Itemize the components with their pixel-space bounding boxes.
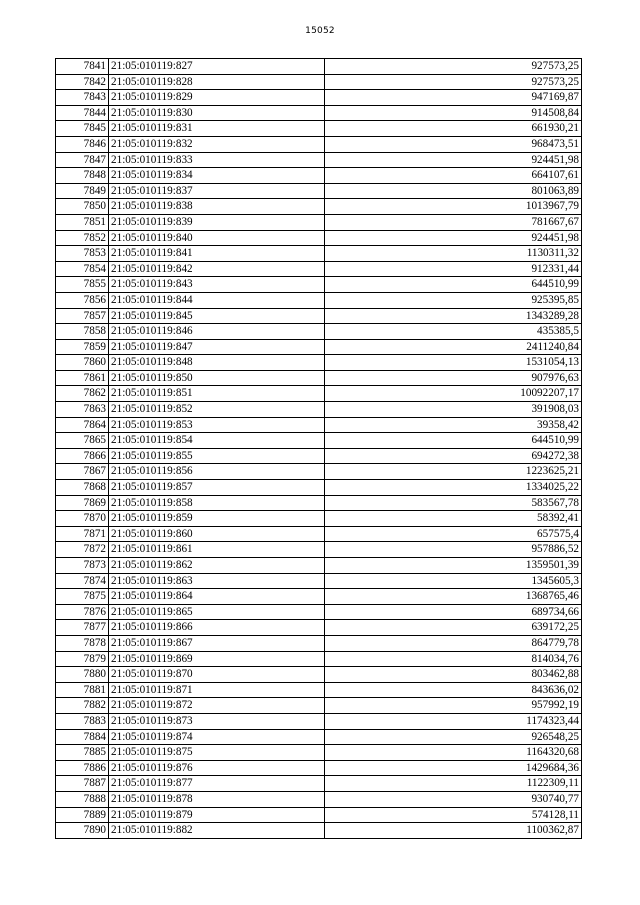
- cadastral-value-cell: 10092207,17: [325, 386, 582, 402]
- row-number-cell: 7880: [56, 667, 109, 683]
- cadastral-number-cell: 21:05:010119:882: [109, 823, 325, 839]
- cadastral-value-cell: 689734,66: [325, 604, 582, 620]
- cadastral-value-cell: 39358,42: [325, 417, 582, 433]
- row-number-cell: 7857: [56, 308, 109, 324]
- cadastral-value-cell: 912331,44: [325, 261, 582, 277]
- table-row: [56, 760, 582, 776]
- cadastral-number-cell: 21:05:010119:840: [109, 230, 325, 246]
- row-number-cell: 7871: [56, 526, 109, 542]
- cadastral-value-cell: 1130311,32: [325, 246, 582, 262]
- cadastral-number-cell: 21:05:010119:855: [109, 448, 325, 464]
- table-row: [56, 121, 582, 137]
- table-row: [56, 480, 582, 496]
- row-number-cell: 7889: [56, 807, 109, 823]
- cadastral-value-cell: 1122309,11: [325, 776, 582, 792]
- table-row: [56, 667, 582, 683]
- cadastral-value-cell: 1368765,46: [325, 589, 582, 605]
- table-row: [56, 791, 582, 807]
- row-number-cell: 7852: [56, 230, 109, 246]
- row-number-cell: 7873: [56, 558, 109, 574]
- table-row: [56, 776, 582, 792]
- cadastral-number-cell: 21:05:010119:832: [109, 136, 325, 152]
- cadastral-number-cell: 21:05:010119:842: [109, 261, 325, 277]
- cadastral-value-cell: 1100362,87: [325, 823, 582, 839]
- cadastral-number-cell: 21:05:010119:850: [109, 370, 325, 386]
- cadastral-value-cell: 58392,41: [325, 511, 582, 527]
- table-row: [56, 214, 582, 230]
- cadastral-number-cell: 21:05:010119:843: [109, 277, 325, 293]
- table-row: [56, 433, 582, 449]
- cadastral-value-cell: 644510,99: [325, 277, 582, 293]
- cadastral-value-cell: 968473,51: [325, 136, 582, 152]
- table-row: [56, 370, 582, 386]
- cadastral-value-cell: 926548,25: [325, 729, 582, 745]
- cadastral-value-cell: 664107,61: [325, 168, 582, 184]
- table-row: [56, 807, 582, 823]
- cadastral-number-cell: 21:05:010119:851: [109, 386, 325, 402]
- row-number-cell: 7849: [56, 183, 109, 199]
- cadastral-value-cell: 657575,4: [325, 526, 582, 542]
- cadastral-value-cell: 925395,85: [325, 292, 582, 308]
- cadastral-number-cell: 21:05:010119:841: [109, 246, 325, 262]
- table-row: [56, 682, 582, 698]
- row-number-cell: 7844: [56, 105, 109, 121]
- table-row: [56, 402, 582, 418]
- row-number-cell: 7867: [56, 464, 109, 480]
- table-row: [56, 604, 582, 620]
- table-row: [56, 292, 582, 308]
- cadastral-number-cell: 21:05:010119:867: [109, 635, 325, 651]
- table-row: [56, 464, 582, 480]
- table-row: [56, 635, 582, 651]
- cadastral-value-cell: 435385,5: [325, 324, 582, 340]
- cadastral-number-cell: 21:05:010119:833: [109, 152, 325, 168]
- row-number-cell: 7862: [56, 386, 109, 402]
- table-row: [56, 713, 582, 729]
- cadastral-value-cell: 1359501,39: [325, 558, 582, 574]
- table-row: [56, 620, 582, 636]
- cadastral-value-cell: 1343289,28: [325, 308, 582, 324]
- cadastral-value-cell: 1334025,22: [325, 480, 582, 496]
- row-number-cell: 7861: [56, 370, 109, 386]
- cadastral-number-cell: 21:05:010119:844: [109, 292, 325, 308]
- cadastral-number-cell: 21:05:010119:865: [109, 604, 325, 620]
- table-row: [56, 199, 582, 215]
- cadastral-value-cell: 907976,63: [325, 370, 582, 386]
- table-row: [56, 355, 582, 371]
- row-number-cell: 7848: [56, 168, 109, 184]
- row-number-cell: 7878: [56, 635, 109, 651]
- cadastral-number-cell: 21:05:010119:847: [109, 339, 325, 355]
- cadastral-number-cell: 21:05:010119:856: [109, 464, 325, 480]
- cadastral-number-cell: 21:05:010119:827: [109, 59, 325, 75]
- table-row: [56, 277, 582, 293]
- cadastral-number-cell: 21:05:010119:831: [109, 121, 325, 137]
- row-number-cell: 7876: [56, 604, 109, 620]
- cadastral-number-cell: 21:05:010119:863: [109, 573, 325, 589]
- table-row: [56, 573, 582, 589]
- cadastral-number-cell: 21:05:010119:853: [109, 417, 325, 433]
- row-number-cell: 7881: [56, 682, 109, 698]
- cadastral-value-cell: 924451,98: [325, 152, 582, 168]
- row-number-cell: 7887: [56, 776, 109, 792]
- row-number-cell: 7875: [56, 589, 109, 605]
- cadastral-number-cell: 21:05:010119:864: [109, 589, 325, 605]
- row-number-cell: 7882: [56, 698, 109, 714]
- cadastral-value-cell: 814034,76: [325, 651, 582, 667]
- table-row: [56, 526, 582, 542]
- table-row: [56, 230, 582, 246]
- cadastral-number-cell: 21:05:010119:875: [109, 745, 325, 761]
- cadastral-number-cell: 21:05:010119:877: [109, 776, 325, 792]
- cadastral-value-cell: 843636,02: [325, 682, 582, 698]
- cadastral-value-cell: 1429684,36: [325, 760, 582, 776]
- cadastral-value-cell: 781667,67: [325, 214, 582, 230]
- cadastral-value-cell: 694272,38: [325, 448, 582, 464]
- row-number-cell: 7883: [56, 713, 109, 729]
- cadastral-number-cell: 21:05:010119:829: [109, 90, 325, 106]
- table-row: [56, 417, 582, 433]
- row-number-cell: 7860: [56, 355, 109, 371]
- table-row: [56, 698, 582, 714]
- cadastral-number-cell: 21:05:010119:858: [109, 495, 325, 511]
- table-row: [56, 495, 582, 511]
- row-number-cell: 7846: [56, 136, 109, 152]
- table-row: [56, 745, 582, 761]
- row-number-cell: 7855: [56, 277, 109, 293]
- row-number-cell: 7842: [56, 74, 109, 90]
- cadastral-number-cell: 21:05:010119:866: [109, 620, 325, 636]
- cadastral-number-cell: 21:05:010119:861: [109, 542, 325, 558]
- cadastral-value-cell: 957886,52: [325, 542, 582, 558]
- cadastral-value-cell: 1174323,44: [325, 713, 582, 729]
- cadastral-value-cell: 927573,25: [325, 74, 582, 90]
- table-row: [56, 589, 582, 605]
- cadastral-number-cell: 21:05:010119:834: [109, 168, 325, 184]
- row-number-cell: 7864: [56, 417, 109, 433]
- table-row: [56, 246, 582, 262]
- cadastral-number-cell: 21:05:010119:828: [109, 74, 325, 90]
- row-number-cell: 7868: [56, 480, 109, 496]
- row-number-cell: 7859: [56, 339, 109, 355]
- table-row: [56, 152, 582, 168]
- cadastral-value-cell: 1164320,68: [325, 745, 582, 761]
- table-row: [56, 308, 582, 324]
- row-number-cell: 7865: [56, 433, 109, 449]
- table-row: [56, 105, 582, 121]
- cadastral-number-cell: 21:05:010119:854: [109, 433, 325, 449]
- row-number-cell: 7843: [56, 90, 109, 106]
- cadastral-number-cell: 21:05:010119:837: [109, 183, 325, 199]
- cadastral-value-cell: 1223625,21: [325, 464, 582, 480]
- table-row: [56, 729, 582, 745]
- cadastral-number-cell: 21:05:010119:848: [109, 355, 325, 371]
- table-row: [56, 261, 582, 277]
- row-number-cell: 7884: [56, 729, 109, 745]
- table-body: [56, 59, 582, 839]
- table-row: [56, 542, 582, 558]
- cadastral-number-cell: 21:05:010119:874: [109, 729, 325, 745]
- cadastral-number-cell: 21:05:010119:838: [109, 199, 325, 215]
- row-number-cell: 7885: [56, 745, 109, 761]
- row-number-cell: 7853: [56, 246, 109, 262]
- cadastral-value-cell: 930740,77: [325, 791, 582, 807]
- table-row: [56, 136, 582, 152]
- cadastral-number-cell: 21:05:010119:852: [109, 402, 325, 418]
- table-row: [56, 386, 582, 402]
- row-number-cell: 7874: [56, 573, 109, 589]
- table-row: [56, 324, 582, 340]
- cadastral-number-cell: 21:05:010119:872: [109, 698, 325, 714]
- cadastral-number-cell: 21:05:010119:846: [109, 324, 325, 340]
- table-row: [56, 183, 582, 199]
- cadastral-value-cell: 1345605,3: [325, 573, 582, 589]
- cadastral-number-cell: 21:05:010119:839: [109, 214, 325, 230]
- table-row: [56, 823, 582, 839]
- cadastral-value-cell: 957992,19: [325, 698, 582, 714]
- cadastral-value-cell: 803462,88: [325, 667, 582, 683]
- table-row: [56, 90, 582, 106]
- table-row: [56, 59, 582, 75]
- cadastral-value-cell: 661930,21: [325, 121, 582, 137]
- cadastral-value-table: [55, 58, 582, 839]
- cadastral-number-cell: 21:05:010119:871: [109, 682, 325, 698]
- cadastral-number-cell: 21:05:010119:873: [109, 713, 325, 729]
- row-number-cell: 7877: [56, 620, 109, 636]
- cadastral-number-cell: 21:05:010119:869: [109, 651, 325, 667]
- row-number-cell: 7863: [56, 402, 109, 418]
- cadastral-value-cell: 583567,78: [325, 495, 582, 511]
- table-row: [56, 558, 582, 574]
- table-row: [56, 168, 582, 184]
- cadastral-value-cell: 864779,78: [325, 635, 582, 651]
- cadastral-number-cell: 21:05:010119:878: [109, 791, 325, 807]
- cadastral-number-cell: 21:05:010119:830: [109, 105, 325, 121]
- cadastral-value-cell: 2411240,84: [325, 339, 582, 355]
- cadastral-number-cell: 21:05:010119:862: [109, 558, 325, 574]
- row-number-cell: 7856: [56, 292, 109, 308]
- row-number-cell: 7847: [56, 152, 109, 168]
- page-number: 15052: [305, 26, 335, 36]
- cadastral-value-cell: 927573,25: [325, 59, 582, 75]
- cadastral-value-cell: 1531054,13: [325, 355, 582, 371]
- row-number-cell: 7845: [56, 121, 109, 137]
- row-number-cell: 7866: [56, 448, 109, 464]
- cadastral-value-cell: 391908,03: [325, 402, 582, 418]
- cadastral-number-cell: 21:05:010119:859: [109, 511, 325, 527]
- cadastral-number-cell: 21:05:010119:860: [109, 526, 325, 542]
- table-row: [56, 651, 582, 667]
- row-number-cell: 7858: [56, 324, 109, 340]
- cadastral-number-cell: 21:05:010119:845: [109, 308, 325, 324]
- table-row: [56, 339, 582, 355]
- row-number-cell: 7870: [56, 511, 109, 527]
- row-number-cell: 7850: [56, 199, 109, 215]
- cadastral-value-cell: 947169,87: [325, 90, 582, 106]
- row-number-cell: 7851: [56, 214, 109, 230]
- cadastral-value-cell: 644510,99: [325, 433, 582, 449]
- row-number-cell: 7888: [56, 791, 109, 807]
- cadastral-number-cell: 21:05:010119:876: [109, 760, 325, 776]
- row-number-cell: 7879: [56, 651, 109, 667]
- table-row: [56, 74, 582, 90]
- cadastral-value-cell: 574128,11: [325, 807, 582, 823]
- row-number-cell: 7869: [56, 495, 109, 511]
- row-number-cell: 7854: [56, 261, 109, 277]
- row-number-cell: 7841: [56, 59, 109, 75]
- row-number-cell: 7872: [56, 542, 109, 558]
- cadastral-value-cell: 639172,25: [325, 620, 582, 636]
- cadastral-number-cell: 21:05:010119:879: [109, 807, 325, 823]
- table-row: [56, 448, 582, 464]
- cadastral-number-cell: 21:05:010119:857: [109, 480, 325, 496]
- cadastral-value-cell: 801063,89: [325, 183, 582, 199]
- row-number-cell: 7886: [56, 760, 109, 776]
- table-row: [56, 511, 582, 527]
- cadastral-value-cell: 924451,98: [325, 230, 582, 246]
- cadastral-value-cell: 914508,84: [325, 105, 582, 121]
- row-number-cell: 7890: [56, 823, 109, 839]
- cadastral-value-cell: 1013967,79: [325, 199, 582, 215]
- cadastral-number-cell: 21:05:010119:870: [109, 667, 325, 683]
